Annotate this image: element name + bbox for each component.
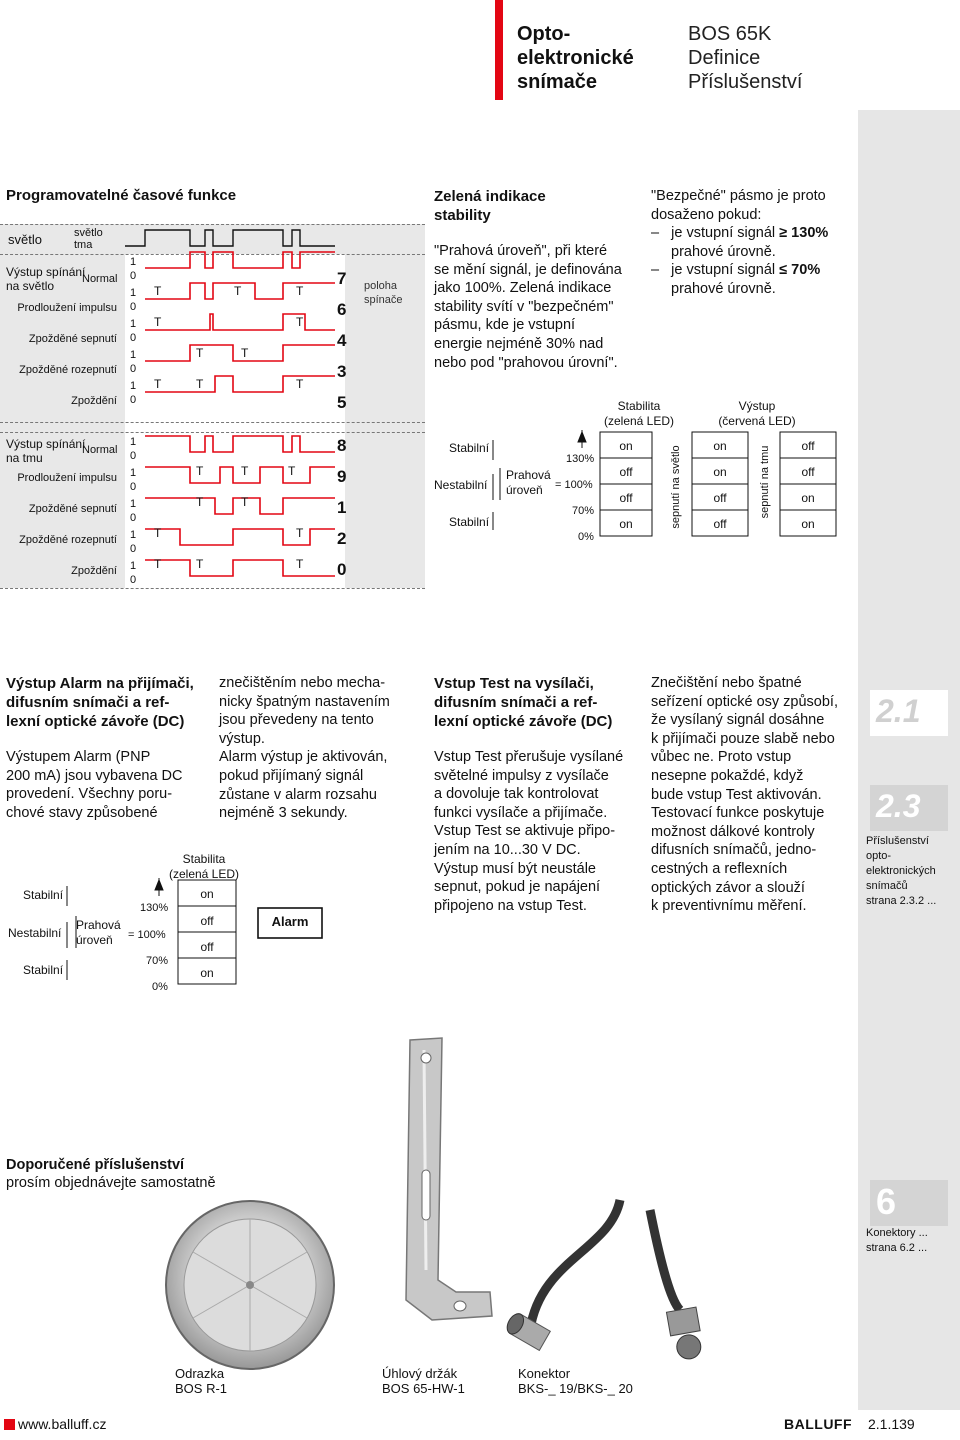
group1-label: Výstup spínání na světlo: [6, 265, 86, 293]
signal-trace: [145, 314, 335, 330]
stability-led-header: Stabilita (zelená LED): [603, 399, 675, 428]
stable-label: Stabilní: [23, 963, 64, 977]
chapter-number: 2.1: [876, 693, 921, 729]
light-on-state: on: [713, 439, 727, 453]
axis-label: T: [196, 464, 204, 478]
axis-label: T: [154, 377, 162, 391]
accessories-title: Doporučené příslušenství: [6, 1157, 185, 1173]
footer-url[interactable]: www.balluff.cz: [18, 1416, 107, 1432]
function-number: 5: [337, 393, 347, 412]
axis-label: T: [241, 346, 249, 360]
chapter-number: 2.3: [876, 788, 921, 824]
unstable-label: Nestabilní: [8, 926, 62, 940]
timing-diagram: [0, 224, 340, 590]
axis-label: T: [154, 526, 162, 540]
axis-label: T: [296, 377, 304, 391]
pct-130: 130%: [140, 902, 169, 914]
green-state: on: [619, 439, 633, 453]
alarm-box-label: Alarm: [271, 914, 309, 929]
function-number: 6: [337, 300, 347, 319]
axis-label: 1: [130, 380, 137, 392]
test-title: Vstup Test na vysílači, difusním snímači a ref- lexní optické závoře (DC): [434, 675, 613, 730]
group2-label: Výstup spínání na tmu: [6, 437, 86, 465]
light-on-vertical: sepnutí na světlo: [670, 445, 682, 529]
footer-square-icon: [4, 1419, 15, 1430]
row-label: Zpoždění: [71, 395, 117, 407]
pct-70: 70%: [146, 955, 169, 967]
signal-trace: [125, 230, 335, 246]
pct-100: = 100%: [555, 479, 593, 491]
safe-zone-text: "Bezpečné" pásmo je proto dosaženo pokud: – je vstupní signál ≥ 130% prahové úrovně. – je vstupní signál ≤ 70% prahové úrovně.: [651, 188, 829, 297]
axis-label: 1: [130, 349, 137, 361]
alarm-green-state: on: [200, 966, 214, 980]
axis-label: 0: [130, 450, 137, 462]
category-title: Opto- elektronické snímače: [517, 23, 634, 93]
signal-trace: [145, 345, 335, 361]
accessory-bracket: Úhlový držák BOS 65-HW-1: [382, 1366, 465, 1396]
green-state: off: [619, 491, 633, 505]
signal-trace: [145, 436, 335, 452]
alarm-text-1: Výstupem Alarm (PNP 200 mA) jsou vybavena DC provedení. Všechny poru- chové stavy způsobené: [6, 749, 183, 821]
accessory-reflector: Odrazka BOS R-1: [175, 1366, 228, 1396]
pct-70: 70%: [572, 505, 595, 517]
alarm-green-state: on: [200, 887, 214, 901]
function-number: 0: [337, 560, 347, 579]
connector-image: [500, 1180, 710, 1365]
axis-label: T: [196, 346, 204, 360]
axis-label: T: [241, 464, 249, 478]
stable-label: Stabilní: [23, 888, 64, 902]
light-on-state: on: [713, 465, 727, 479]
axis-label: T: [196, 495, 204, 509]
dark-on-vertical: sepnutí na tmu: [759, 445, 771, 519]
stable-label: Stabilní: [449, 515, 490, 529]
function-number: 1: [337, 498, 347, 517]
green-state: off: [619, 465, 633, 479]
test-text-2: Znečištění nebo špatné seřízení optické osy způsobí, že vysílaný signál dosáhne k přijímači pouze slabě nebo vůbec ne. Proto vstup nesepne pokaždé, když bude vstup Test aktivován. Testovací funkce poskytuje možnost dálkové kontroly difusních snímačů, jedno- cestných a reflexních optických závor a slouží k preventivnímu měření.: [651, 675, 838, 915]
axis-label: 0: [130, 270, 137, 282]
axis-label: T: [196, 557, 204, 571]
dark-on-state: off: [801, 465, 815, 479]
chapter-number: 6: [876, 1181, 897, 1222]
alarm-stability-header: Stabilita (zelená LED): [168, 852, 240, 881]
axis-label: T: [234, 284, 242, 298]
dark-on-state: on: [801, 517, 815, 531]
axis-label: T: [154, 284, 162, 298]
axis-label: 1: [130, 436, 137, 448]
axis-label: 1: [130, 318, 137, 330]
dark-on-state: off: [801, 439, 815, 453]
normal-label: Normal: [82, 444, 118, 456]
row-label: Zpoždění: [71, 565, 117, 577]
balluff-logo: BALLUFF: [784, 1416, 853, 1432]
normal-label: Normal: [82, 273, 118, 285]
bracket-image: [380, 1030, 500, 1360]
function-number: 4: [337, 331, 347, 350]
light-dark-label: světlo tma: [74, 227, 103, 251]
signal-trace: [145, 560, 335, 576]
axis-label: T: [296, 284, 304, 298]
product-title: BOS 65K Definice Příslušenství: [688, 23, 803, 93]
axis-label: 1: [130, 256, 137, 268]
axis-label: 0: [130, 332, 137, 344]
switch-position-label: poloha spínače: [364, 280, 403, 306]
axis-label: 1: [130, 529, 137, 541]
axis-label: 0: [130, 481, 137, 493]
threshold-label: Prahová úroveň: [506, 468, 551, 497]
function-number: 2: [337, 529, 347, 548]
axis-label: 0: [130, 301, 137, 313]
function-number: 9: [337, 467, 347, 486]
axis-label: 0: [130, 512, 137, 524]
function-number: 7: [337, 269, 347, 288]
axis-label: 0: [130, 543, 137, 555]
axis-label: T: [154, 557, 162, 571]
accessories-subtitle: prosím objednávejte samostatně: [6, 1175, 216, 1191]
stable-label: Stabilní: [449, 441, 490, 455]
axis-label: 1: [130, 467, 137, 479]
green-state: on: [619, 517, 633, 531]
chapter-ref-text: Konektory ... strana 6.2 ...: [866, 1227, 928, 1254]
row-label: Zpožděné rozepnutí: [19, 364, 117, 376]
signal-trace: [145, 529, 335, 545]
test-text-1: Vstup Test přerušuje vysílané světelné impulsy z vysílače a dovoluje tak kontrolovat funkci vysílače a přijímače. Vstup Test se aktivuje připo- jením na 10...30 V DC. Výstup musí být neustále sepnut, pokud je napájení připojeno na vstup Test.: [434, 749, 624, 914]
light-on-state: off: [713, 491, 727, 505]
chapter-ref-text: Příslušenství opto- elektronických snímačů strana 2.3.2 ...: [866, 835, 937, 907]
axis-label: 1: [130, 287, 137, 299]
row-label: Zpožděné sepnutí: [28, 333, 117, 345]
axis-label: 0: [130, 363, 137, 375]
axis-label: T: [296, 557, 304, 571]
stability-text: "Prahová úroveň", při které se mění signál, je definována jako 100%. Zelená indikace stability svítí v "bezpečném" pásmu, kde je vstupní energie nejméně 30% nad nebo pod "prahovou úrovní".: [434, 243, 622, 371]
row-label: Zpožděné rozepnutí: [19, 534, 117, 546]
row-label: Zpožděné sepnutí: [28, 503, 117, 515]
function-number: 3: [337, 362, 347, 381]
light-on-state: off: [713, 517, 727, 531]
pct-0: 0%: [152, 981, 168, 993]
axis-label: T: [296, 315, 304, 329]
function-number: 8: [337, 436, 347, 455]
pct-130: 130%: [566, 453, 595, 465]
alarm-title: Výstup Alarm na přijímači, difusním snímači a ref- lexní optické závoře (DC): [6, 675, 194, 730]
signal-trace: [145, 467, 335, 483]
stability-title: Zelená indikace stability: [434, 188, 546, 224]
axis-label: T: [196, 377, 204, 391]
axis-label: 0: [130, 574, 137, 586]
pct-0: 0%: [578, 531, 594, 543]
axis-label: 0: [130, 394, 137, 406]
light-label: světlo: [8, 232, 42, 247]
axis-label: T: [241, 495, 249, 509]
timing-title: Programovatelné časové funkce: [6, 187, 237, 204]
alarm-green-state: off: [200, 914, 214, 928]
header-red-bar: [495, 0, 503, 100]
axis-label: T: [288, 464, 296, 478]
axis-label: T: [154, 315, 162, 329]
output-led-header: Výstup (červená LED): [718, 399, 796, 428]
pct-100: = 100%: [128, 929, 166, 941]
page-number: 2.1.139: [868, 1416, 915, 1432]
row-label: Prodloužení impulsu: [17, 472, 117, 484]
threshold-label: Prahová úroveň: [76, 918, 121, 947]
axis-label: 1: [130, 498, 137, 510]
alarm-green-state: off: [200, 940, 214, 954]
alarm-text-2: znečištěním nebo mecha- nicky špatným nastavením jsou převedeny na tento výstup. Alarm výstup je aktivován, pokud přijímaný signál zůstane v alarm rozsahu nejméně 3 sekundy.: [219, 675, 390, 822]
signal-trace: [145, 498, 335, 514]
row-label: Prodloužení impulsu: [17, 302, 117, 314]
axis-label: 1: [130, 560, 137, 572]
reflector-image: [160, 1195, 340, 1375]
signal-trace: [145, 252, 335, 268]
dark-on-state: on: [801, 491, 815, 505]
axis-label: T: [296, 526, 304, 540]
unstable-label: Nestabilní: [434, 478, 488, 492]
signal-trace: [145, 376, 335, 392]
accessory-connector: Konektor BKS-_ 19/BKS-_ 20: [518, 1366, 633, 1396]
